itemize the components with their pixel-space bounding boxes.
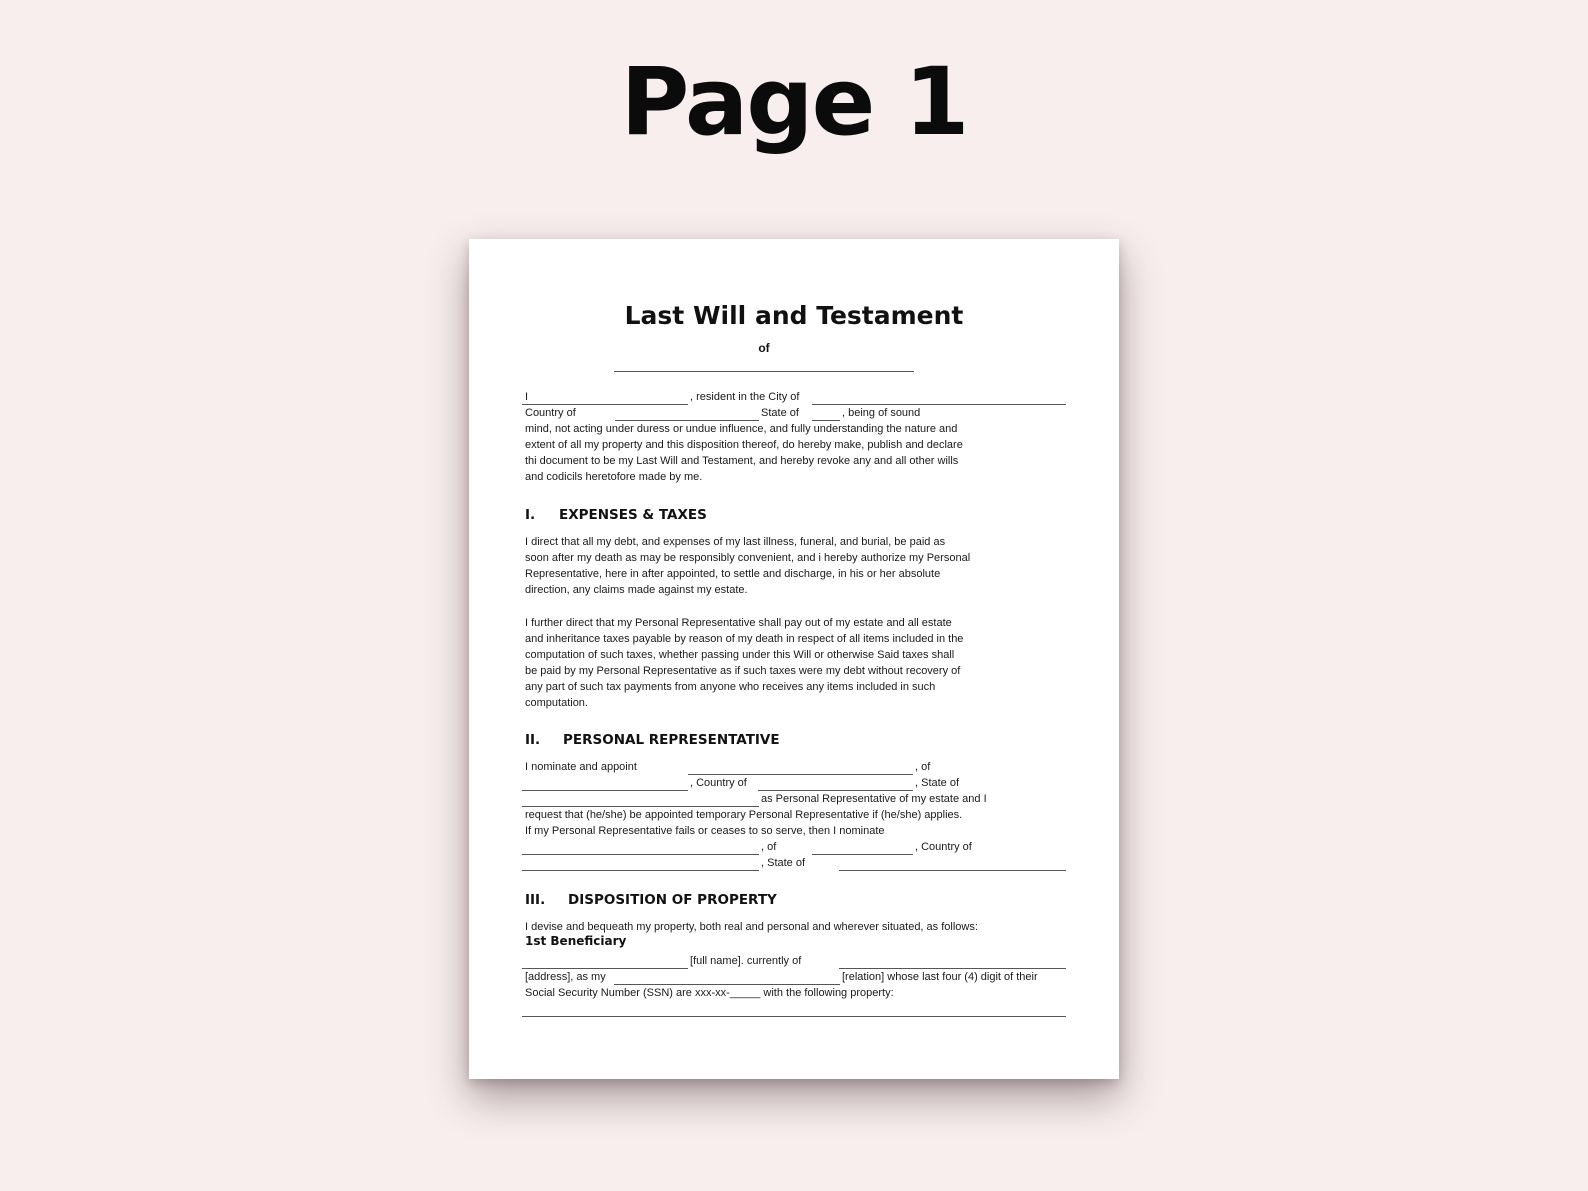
- rep-state-label: , State of: [915, 777, 960, 789]
- intro-paragraph: mind, not acting under duress or undue influence, and fully understanding the nature and extent of all my property and this disposition thereof, do hereby make, publish and declare thi document to be my Last Will and Testament, and hereby revoke any and all other wills and codicils heretofore made by me.: [525, 423, 963, 484]
- document-title: Last Will and Testament: [624, 301, 964, 330]
- intro-i: I: [525, 391, 529, 403]
- alt-rep-state-label: , State of: [761, 857, 806, 869]
- rep-nominate-label: I nominate and appoint: [525, 761, 637, 773]
- section-2-heading: [525, 732, 780, 748]
- intro-resident-text: , resident in the City of: [690, 391, 800, 403]
- document-of-label: of: [758, 341, 770, 355]
- section-1-title: EXPENSES & TAXES: [559, 507, 707, 523]
- rep-as-text: as Personal Representative of my estate and I: [761, 793, 987, 805]
- beneficiary-relation-label: [relation] whose last four (4) digit of their: [842, 971, 1038, 983]
- alt-rep-of-label: , of: [761, 841, 777, 853]
- rep-alternate-text: If my Personal Representative fails or ceases to so serve, then I nominate: [525, 825, 885, 837]
- alt-rep-name-blank[interactable]: [522, 854, 759, 855]
- intro-state-label: State of: [761, 407, 799, 419]
- intro-country-label: Country of: [525, 407, 576, 419]
- section-3-heading: [525, 892, 777, 908]
- section-3-number: III.: [525, 892, 546, 908]
- intro-sound-text: , being of sound: [842, 407, 921, 419]
- section-1-number: I.: [525, 507, 536, 523]
- beneficiary-ssn-text: Social Security Number (SSN) are xxx-xx-_____ with the following property:: [525, 987, 894, 999]
- rep-country-label: , Country of: [690, 777, 747, 789]
- page-banner-title: Page 1: [620, 48, 968, 157]
- beneficiary-property-blank[interactable]: [522, 1016, 1066, 1017]
- testator-name-line[interactable]: [614, 371, 914, 372]
- section-1-heading: [525, 507, 707, 523]
- document-page: [469, 239, 1119, 1079]
- rep-of-label: , of: [915, 761, 931, 773]
- alt-rep-state-blank[interactable]: [839, 870, 1066, 871]
- rep-request-text: request that (he/she) be appointed temporary Personal Representative if (he/she) applies.: [525, 809, 963, 821]
- alt-rep-country-label: , Country of: [915, 841, 972, 853]
- section-1-paragraph-1: I direct that all my debt, and expenses of my last illness, funeral, and burial, be paid as soon after my death as may be responsibly convenient, and i hereby authorize my Personal Representative, here in after appointed, to settle and discharge, in his or her absolute direction, any claims made against my estate.: [525, 536, 971, 597]
- alt-rep-city-blank[interactable]: [812, 854, 913, 855]
- section-1-paragraph-2: I further direct that my Personal Representative shall pay out of my estate and all estate and inheritance taxes payable by reason of my death in respect of all items included in the computation of such taxes, whether passing under this Will or otherwise Said taxes shall be paid by my Personal Representative as if such taxes were my debt without recovery of any part of such tax payments from anyone who receives any items included in such computation.: [525, 617, 964, 710]
- rep-city-blank[interactable]: [522, 790, 688, 791]
- section-3-title: DISPOSITION OF PROPERTY: [568, 892, 777, 908]
- section-2-number: II.: [525, 732, 541, 748]
- beneficiary-fullname-label: [full name]. currently of: [690, 955, 802, 967]
- beneficiary-address-label: [address], as my: [525, 971, 606, 983]
- beneficiary-heading: 1st Beneficiary: [525, 934, 627, 948]
- alt-rep-country-blank[interactable]: [522, 870, 759, 871]
- disposition-intro-text: I devise and bequeath my property, both real and personal and wherever situated, as follows:: [525, 921, 978, 933]
- section-2-title: PERSONAL REPRESENTATIVE: [563, 732, 780, 748]
